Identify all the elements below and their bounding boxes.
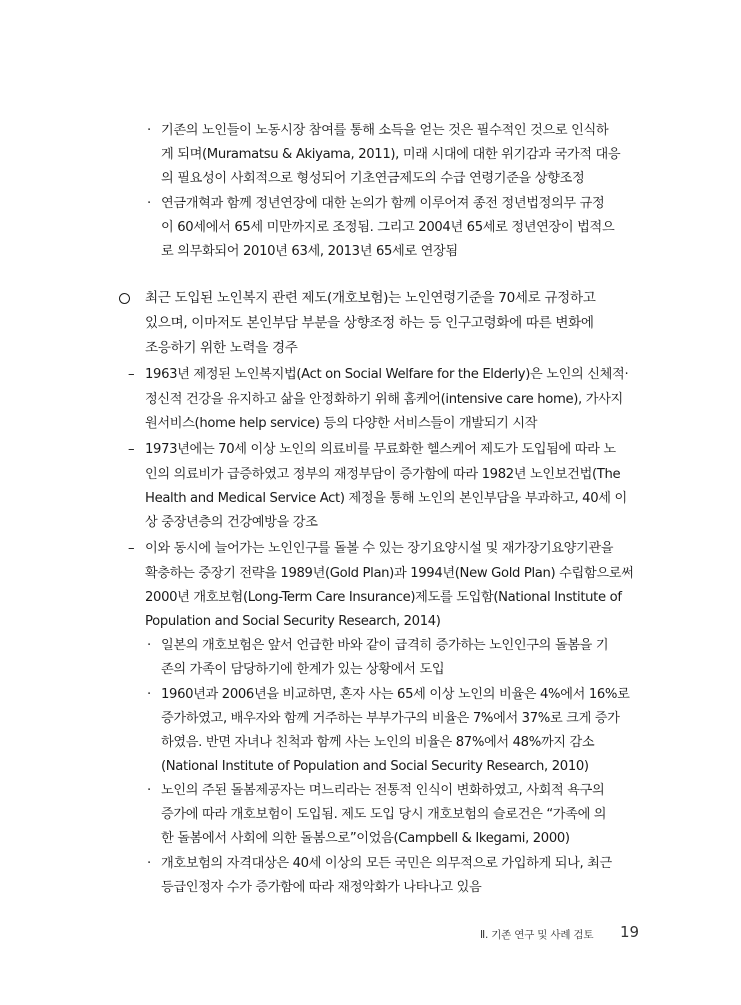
text-line: 이 60세에서 65세 미만까지로 조정됨. 그리고 2004년 65세로 정년연장이 법적으 [161, 220, 615, 235]
text-line: 개호보험의 자격대상은 40세 이상의 모든 국민은 의무적으로 가입하게 되나, 최근 [161, 856, 612, 871]
text-line: 연금개혁과 함께 정년연장에 대한 논의가 함께 이루어져 종전 정년법정의무 규정 [161, 196, 605, 211]
text-line: 이와 동시에 늘어가는 노인인구를 돌볼 수 있는 장기요양시설 및 재가장기요양기관을 [145, 541, 614, 556]
bullet-dot: · [147, 687, 152, 702]
dash-mark: – [128, 367, 135, 382]
text-line: 노인의 주된 돌봄제공자는 며느리라는 전통적 인식이 변화하였고, 사회적 욕구의 [161, 783, 605, 798]
dash-mark: – [128, 541, 135, 556]
text-line: 한 돌봄에서 사회에 의한 돌봄으로”이었음(Campbell & Ikegami, 2000) [161, 831, 570, 846]
text-line: 상 중장년층의 건강예방을 강조 [145, 515, 318, 530]
section-line: 조응하기 위한 노력을 경주 [145, 340, 298, 356]
text-line: 존의 가족이 담당하기에 한계가 있는 상황에서 도입 [161, 662, 445, 677]
text-line: (National Institute of Population and Social Security Research, 2010) [161, 759, 589, 774]
bullet-dot: · [147, 638, 152, 653]
text-line: 로 의무화되어 2010년 63세, 2013년 65세로 연장됨 [161, 244, 458, 259]
text-line: 원서비스(home help service) 등의 다양한 서비스들이 개발되기 시작 [145, 416, 538, 431]
text-line: 증가하였고, 배우자와 함께 거주하는 부부가구의 비율은 7%에서 37%로 크게 증가 [161, 711, 620, 726]
section-line: 있으며, 이마저도 본인부담 부분을 상향조정 하는 등 인구고령화에 따른 변화에 [145, 315, 594, 331]
text-line: 인의 의료비가 급증하였고 정부의 재정부담이 증가함에 따라 1982년 노인보건법(The [145, 467, 621, 482]
text-line: 하였음. 반면 자녀나 친척과 함께 사는 노인의 비율은 87%에서 48%까지 감소 [161, 735, 595, 750]
page-number: 19 [620, 923, 640, 941]
text-line: 1963년 제정된 노인복지법(Act on Social Welfare for the Elderly)은 노인의 신체적· [145, 367, 629, 382]
text-line: 2000년 개호보험(Long-Term Care Insurance)제도를 도입함(National Institute of [145, 590, 622, 605]
text-line: 등급인정자 수가 증가함에 따라 재정악화가 나타나고 있음 [161, 880, 482, 895]
text-line: 확충하는 중장기 전략을 1989년(Gold Plan)과 1994년(New Gold Plan) 수립함으로써 [145, 566, 634, 581]
text-line: 게 되며(Muramatsu & Akiyama, 2011), 미래 시대에 대한 위기감과 국가적 대응 [161, 147, 621, 162]
section-circle-icon [119, 293, 130, 304]
text-line: 증가에 따라 개호보험이 도입됨. 제도 도입 당시 개호보험의 슬로건은 “가족에 의 [161, 807, 607, 822]
text-line: 의 필요성이 사회적으로 형성되어 기초연금제도의 수급 연령기준을 상향조정 [161, 171, 585, 186]
text-line: 1960년과 2006년을 비교하면, 혼자 사는 65세 이상 노인의 비율은 4%에서 16%로 [161, 687, 630, 702]
bullet-dot: · [147, 196, 152, 211]
text-line: Population and Social Security Research, 2014) [145, 614, 441, 629]
text-line: 1973년에는 70세 이상 노인의 의료비를 무료화한 헬스케어 제도가 도입됨에 따라 노 [145, 442, 616, 457]
text-line: 일본의 개호보험은 앞서 언급한 바와 같이 급격히 증가하는 노인인구의 돌봄을 기 [161, 638, 609, 653]
section-line: 최근 도입된 노인복지 관련 제도(개호보험)는 노인연령기준을 70세로 규정하고 [145, 290, 596, 306]
bullet-dot: · [147, 783, 152, 798]
text-line: Health and Medical Service Act) 제정을 통해 노인의 본인부담을 부과하고, 40세 이 [145, 491, 627, 506]
text-line: 기존의 노인들이 노동시장 참여를 통해 소득을 얻는 것은 필수적인 것으로 인식하 [161, 123, 609, 138]
text-line: 정신적 건강을 유지하고 삶을 안정화하기 위해 홈케어(intensive care home), 가사지 [145, 392, 623, 407]
dash-mark: – [128, 442, 135, 457]
running-footer: Ⅱ. 기존 연구 및 사례 검토 [480, 929, 594, 941]
bullet-dot: · [147, 856, 152, 871]
bullet-dot: · [147, 123, 152, 138]
